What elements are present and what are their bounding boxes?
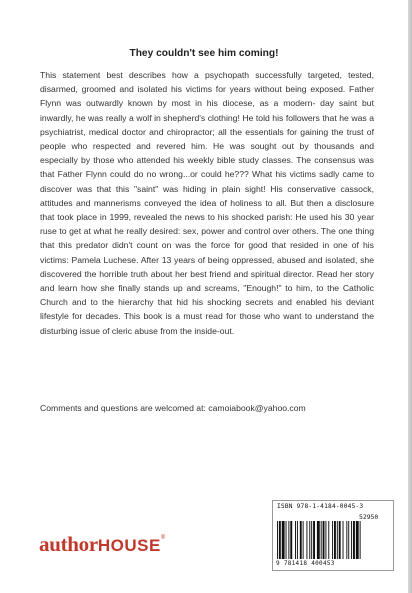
price-code: 52950 [359,513,379,521]
barcode-bar [277,521,278,559]
ean-number: 9 781418 400453 [276,560,335,567]
barcode-bar [343,521,344,559]
barcode-bar [290,521,292,559]
registered-mark: ® [160,535,166,541]
barcode-bar [306,521,307,559]
barcode-bar [317,521,320,559]
barcode-bar [300,521,302,559]
headline: They couldn't see him coming! [129,48,279,59]
barcode-bar [313,521,315,559]
page-edge [408,0,412,593]
publisher-logo [39,532,165,557]
barcode-bar [360,521,361,559]
barcode-bar [282,521,285,559]
barcode-bar [351,521,352,559]
barcode-bar [309,521,310,559]
barcode-bar [353,521,355,559]
barcode-bar [323,521,325,559]
barcode-bar [286,521,287,559]
barcode-bar [279,521,281,559]
barcode-bar [321,521,322,559]
barcode-bar [288,521,289,559]
isbn-barcode [272,500,394,571]
barcode-bar [346,521,347,559]
barcode-bar [328,521,329,559]
barcode-bar [325,521,326,559]
barcode-bar [334,521,336,559]
barcode-bar [297,521,298,559]
barcode-bar [356,521,359,559]
barcode-bar [303,521,304,559]
isbn-text: ISBN 978-1-4184-0045-3 [277,503,364,510]
barcode-bars [277,521,391,559]
logo-part1: author [39,532,98,556]
logo-part2: HOUSE [97,536,161,555]
barcode-bar [311,521,312,559]
contact-line: Comments and questions are welcomed at: camoiabook@yahoo.com [40,403,306,413]
blurb-text: This statement best describes how a psychopath successfully targeted, tested, disarmed, groomed and isolated his victims for years without being exposed. Father Flynn was outwardly known by most in his diocese, as a modern- day saint but inwardly, he was really a wolf in shepherd's clothing! He told his followers that he was a psychiatrist, medical doctor and chiropractor; all the essentials for gaining the trust of people who respected and revered him. He was sought out by thousands and especially by those who attended his weekly bible study classes. The consensus was that Father Flynn could do no wrong...or could he??? What his victims sadly came to discover was that this "saint" was hiding in plain sight! His conservative cassock, attitudes and mannerisms conveyed the idea of holiness to all. But then a disclosure that took place in 1999, revealed the news to his shocked parish: He used his 30 year ruse to get at what he really desired: sex, power and control over others. The one thing that this predator didn't count on was the force for good that resided in one of his victims: Pamela Luchese. After 13 years of being oppressed, abused and isolated, she discovered the horrible truth about her best friend and spiritual director. Read her story and learn how she finally stands up and screams, "Enough!" to him, to the Catholic Church and to the hierarchy that hid his shocking secrets and enabled his deviant lifestyle for decades. This book is a must read for those who want to understand the disturbing issue of cleric abuse from the inside-out. [40,70,374,336]
barcode-bar [348,521,349,559]
barcode-bar [332,521,333,559]
barcode-bar [295,521,296,559]
barcode-bar [337,521,338,559]
barcode-bar [339,521,341,559]
